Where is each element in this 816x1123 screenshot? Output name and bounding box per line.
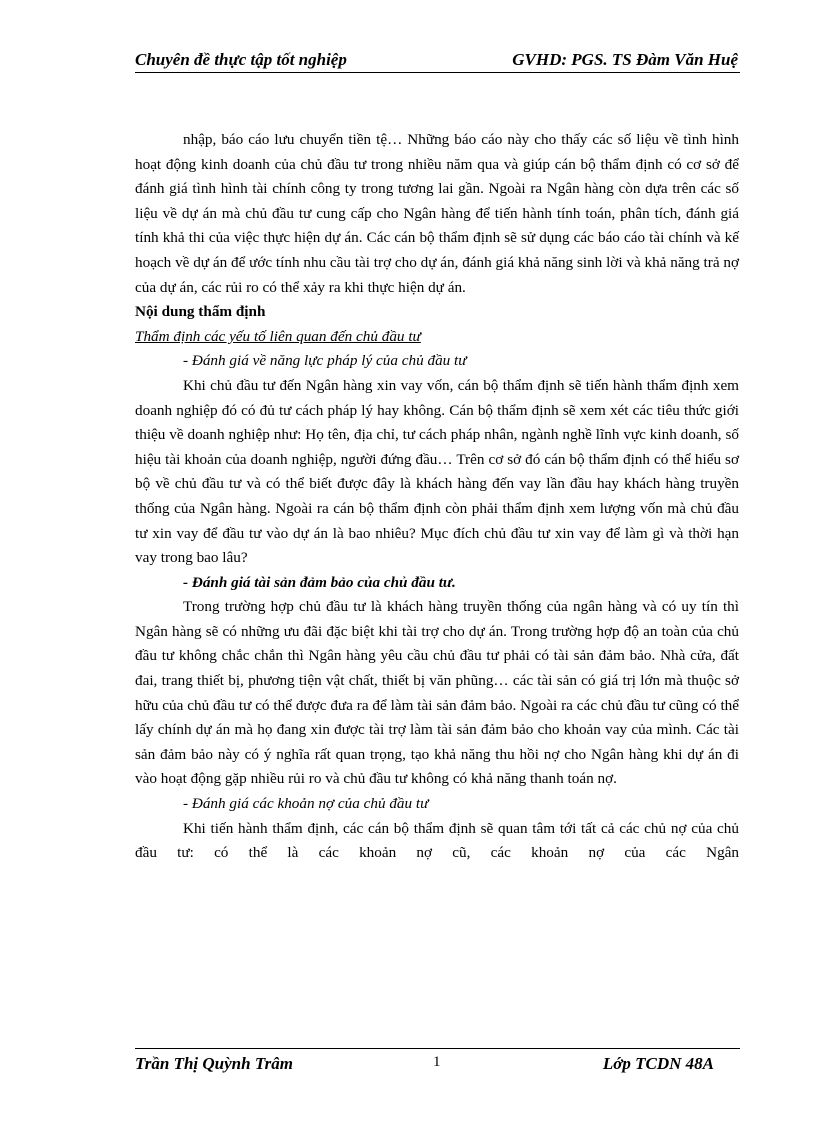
page-footer bbox=[135, 1054, 740, 1076]
header-supervisor: GVHD: PGS. TS Đàm Văn Huệ bbox=[512, 50, 738, 69]
item-debts-text: Khi tiến hành thẩm định, các cán bộ thẩm định sẽ quan tâm tới tất cả các chủ nợ của chủ đầu tư: có thể là các khoản nợ cũ, các khoản nợ của các Ngân bbox=[135, 819, 739, 862]
item-debts-title: - Đánh giá các khoản nợ của chủ đầu tư bbox=[183, 795, 429, 813]
section-heading: Nội dung thẩm định bbox=[135, 303, 266, 321]
intro-paragraph: nhập, báo cáo lưu chuyển tiền tệ… Những báo cáo này cho thấy các số liệu về tình hình hoạt động kinh doanh của chủ đầu tư trong nhiều năm qua và giúp cán bộ thẩm định có cơ sở để đánh giá tình hình tài chính công ty trong tương lai gần. Ngoài ra Ngân hàng còn dựa trên các số liệu về dự án mà chủ đầu tư cung cấp cho Ngân hàng để tiến hành tính toán, phân tích, đánh giá tính khả thi của việc thực hiện dự án. Các cán bộ thẩm định sẽ sử dụng các báo cáo tài chính và kế hoạch về dự án để ước tính nhu cầu tài trợ cho dự án, đánh giá khả năng sinh lời và khả năng trả nợ của dự án, các rủi ro có thể xảy ra khi thực hiện dự án. bbox=[135, 131, 739, 296]
footer-divider bbox=[135, 1048, 740, 1049]
item-legal-capacity-text: Khi chủ đầu tư đến Ngân hàng xin vay vốn, cán bộ thẩm định sẽ tiến hành thẩm định xem doanh nghiệp đó có đủ tư cách pháp lý hay không. Cán bộ thẩm định sẽ xem xét các tiêu thức giới thiệu về doanh nghiệp như: Họ tên, địa chỉ, tư cách pháp nhân, ngành nghề lĩnh vực kinh doanh, số hiệu tài khoản của doanh nghiệp, người đứng đầu… Trên cơ sở đó cán bộ thẩm định có thể hiểu sơ bộ về chủ đầu tư và có thể biết được đây là khách hàng đến vay lần đầu hay khách hàng truyền thống của Ngân hàng. Ngoài ra cán bộ thẩm định còn phải thẩm định xem lượng vốn mà chủ đầu tư xin vay để đầu tư vào dự án là bao nhiêu? Mục đích chủ đầu tư xin vay để làm gì và thời hạn vay trong bao lâu? bbox=[135, 376, 739, 567]
footer-class: Lớp TCDN 48A bbox=[602, 1054, 714, 1073]
section-subheading: Thẩm định các yếu tố liên quan đến chủ đầu tư bbox=[135, 327, 421, 345]
item-collateral-text: Trong trường hợp chủ đầu tư là khách hàng truyền thống của ngân hàng và có uy tín thì Ngân hàng sẽ có những ưu đãi đặc biệt khi tài trợ cho dự án. Trong trường hợp độ an toàn của chủ đầu tư không chắc chắn thì Ngân hàng yêu cầu chủ đầu tư phải có tài sản đảm bảo. Nhà cửa, đất đai, trang thiết bị, phương tiện vật chất, thiết bị văn phũng… các tài sản có giá trị lớn mà thuộc sở hữu của chủ đầu tư có thể được đưa ra để làm tài sản đảm bảo. Ngoài ra các chủ đầu tư cũng có thể lấy chính dự án mà họ đang xin được tài trợ làm tài sản đảm bảo cho khoản vay của mình. Các tài sản đảm bảo này có ý nghĩa rất quan trọng, tạo khả năng thu hồi nợ cho Ngân hàng khi dự án đi vào hoạt động gặp nhiều rủi ro và chủ đầu tư không có khả năng thanh toán nợ. bbox=[135, 598, 739, 788]
footer-author: Trần Thị Quỳnh Trâm bbox=[135, 1054, 293, 1073]
page-content bbox=[135, 128, 739, 866]
page-header bbox=[135, 50, 740, 73]
header-document-title: Chuyên đề thực tập tốt nghiệp bbox=[135, 50, 347, 69]
item-collateral-title: - Đánh giá tài sản đảm bảo của chủ đầu tư. bbox=[183, 573, 456, 591]
page-number: 1 bbox=[433, 1054, 441, 1070]
item-legal-capacity-title: - Đánh giá về năng lực pháp lý của chủ đầu tư bbox=[183, 352, 467, 370]
